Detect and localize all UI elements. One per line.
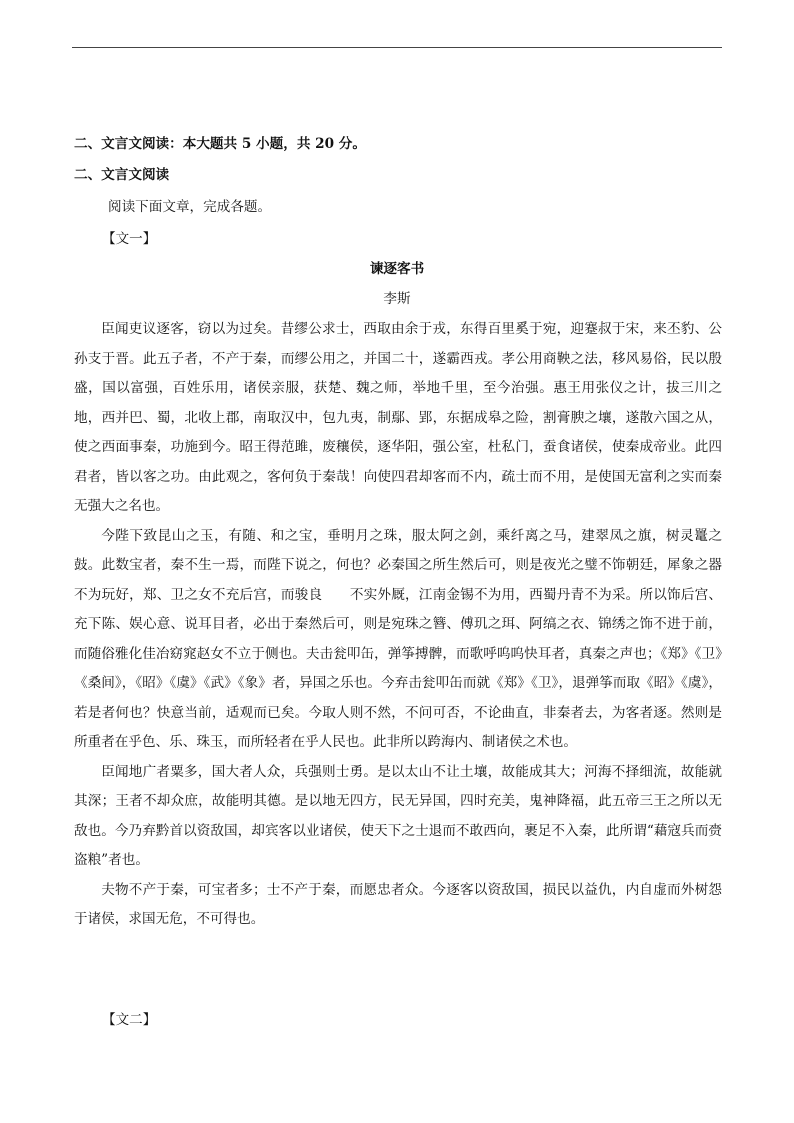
header-rule	[72, 47, 722, 48]
passage1-author: 李斯	[383, 291, 411, 307]
instruction-text: 阅读下面文章，完成各题。	[108, 199, 272, 215]
passage2-label: 【文二】	[102, 1012, 157, 1028]
passage1-body	[74, 315, 722, 935]
paragraph: 臣闻吏议逐客，窃以为过矣。昔缪公求士，西取由余于戎，东得百里奚于宛，迎蹇叔于宋，来丕豹、公孙支于晋。此五子者，不产于秦，而缪公用之，并国二十，遂霸西戎。孝公用商鞅之法，移风易俗，民以殷盛，国以富强，百姓乐用，诸侯亲服，获楚、魏之师，举地千里，至今治强。惠王用张仪之计，拔三川之地，西并巴、蜀，北收上郡，南取汉中，包九夷，制鄢、郢，东据成皋之险，割膏腴之壤，遂散六国之从，使之西面事秦，功施到今。昭王得范雎，废穰侯，逐华阳，强公室，杜私门，蚕食诸侯，使秦成帝业。此四君者，皆以客之功。由此观之，客何负于秦哉！向使四君却客而不内，疏士而不用，是使国无富利之实而秦无强大之名也。	[74, 321, 722, 514]
paragraph: 夫物不产于秦，可宝者多；士不产于秦，而愿忠者众。今逐客以资敌国，损民以益仇，内自虚而外树怨于诸侯，求国无危，不可得也。	[74, 881, 722, 927]
section-heading: 二、文言文阅读：本大题共 5 小题，共 20 分。	[74, 136, 366, 152]
paragraph: 臣闻地广者粟多，国大者人众，兵强则士勇。是以太山不让土壤，故能成其大；河海不择细流，故能就其深；王者不却众庶，故能明其德。是以地无四方，民无异国，四时充美，鬼神降福，此五帝三王之所以无敌也。今乃弃黔首以资敌国，却宾客以业诸侯，使天下之士退而不敢西向，裹足不入秦，此所谓“藉寇兵而赍盗粮”者也。	[74, 763, 722, 868]
passage1-title: 谏逐客书	[369, 261, 425, 277]
passage1-label: 【文一】	[102, 231, 157, 247]
paragraph: 今陛下致昆山之玉，有随、和之宝，垂明月之珠，服太阿之剑，乘纤离之马，建翠凤之旗，树灵鼍之鼓。此数宝者，秦不生一焉，而陛下说之，何也？必秦国之所生然后可，则是夜光之璧不饰朝廷，犀象之器不为玩好，郑、卫之女不充后宫，而骏良 不实外厩，江南金锡不为用，西蜀丹青不为采。所以饰后宫、充下陈、娱心意、说耳目者，必出于秦然后可，则是宛珠之簪、傅玑之珥、阿缟之衣、锦绣之饰不进于前，而随俗雅化佳冶窈窕赵女不立于侧也。夫击瓮叩缶，弹筝搏髀，而歌呼呜呜快耳者，真秦之声也；《郑》《卫》《桑间》，《昭》《虞》《武》《象》者，异国之乐也。今弃击瓮叩缶而就《郑》《卫》，退弹筝而取《昭》《虞》，若是者何也？快意当前，适观而已矣。今取人则不然，不问可否，不论曲直，非秦者去，为客者逐。然则是所重者在乎色、乐、珠玉，而所轻者在乎人民也。此非所以跨海内、制诸侯之术也。	[74, 527, 722, 750]
sub-heading: 二、文言文阅读	[74, 167, 170, 183]
